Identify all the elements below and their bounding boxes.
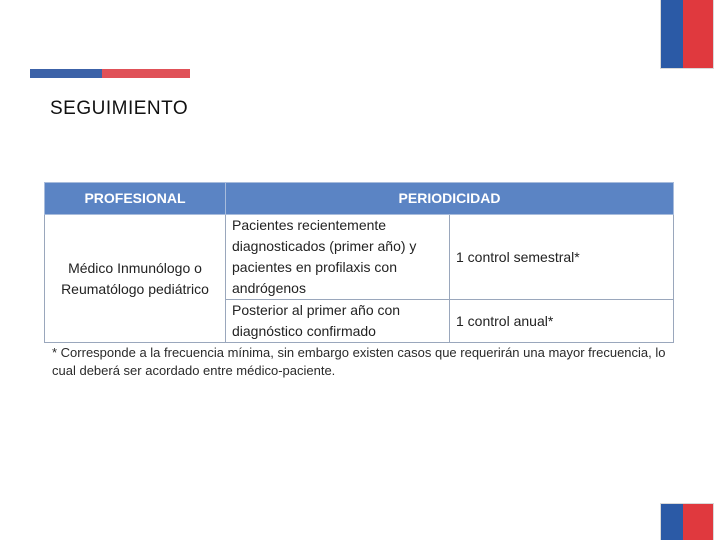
table-row <box>45 215 674 300</box>
flag-red-band <box>683 0 713 68</box>
professional-cell: Médico Inmunólogo o Reumatólogo pediátrico <box>45 215 226 343</box>
follow-up-table <box>44 182 674 343</box>
header-professional: PROFESIONAL <box>45 183 226 215</box>
table-header-row <box>45 183 674 215</box>
flag-red-band <box>683 504 713 540</box>
flag-blue-band <box>661 0 683 68</box>
frequency-cell: 1 control anual* <box>450 300 674 343</box>
condition-cell: Posterior al primer año con diagnóstico confirmado <box>226 300 450 343</box>
condition-cell: Pacientes recientemente diagnosticados (primer año) y pacientes en profilaxis con andrógenos <box>226 215 450 300</box>
flag-stripe-bottom <box>660 503 714 540</box>
frequency-cell: 1 control semestral* <box>450 215 674 300</box>
accent-red-segment <box>102 69 190 78</box>
flag-stripe-top <box>660 0 714 69</box>
page-title: SEGUIMIENTO <box>50 98 189 119</box>
header-periodicity: PERIODICIDAD <box>226 183 674 215</box>
title-accent-bar <box>30 69 190 78</box>
accent-blue-segment <box>30 69 102 78</box>
flag-blue-band <box>661 504 683 540</box>
table-footnote: * Corresponde a la frecuencia mínima, sin embargo existen casos que requerirán una mayor frecuencia, lo cual deberá ser acordado entre médico-paciente. <box>52 345 666 378</box>
